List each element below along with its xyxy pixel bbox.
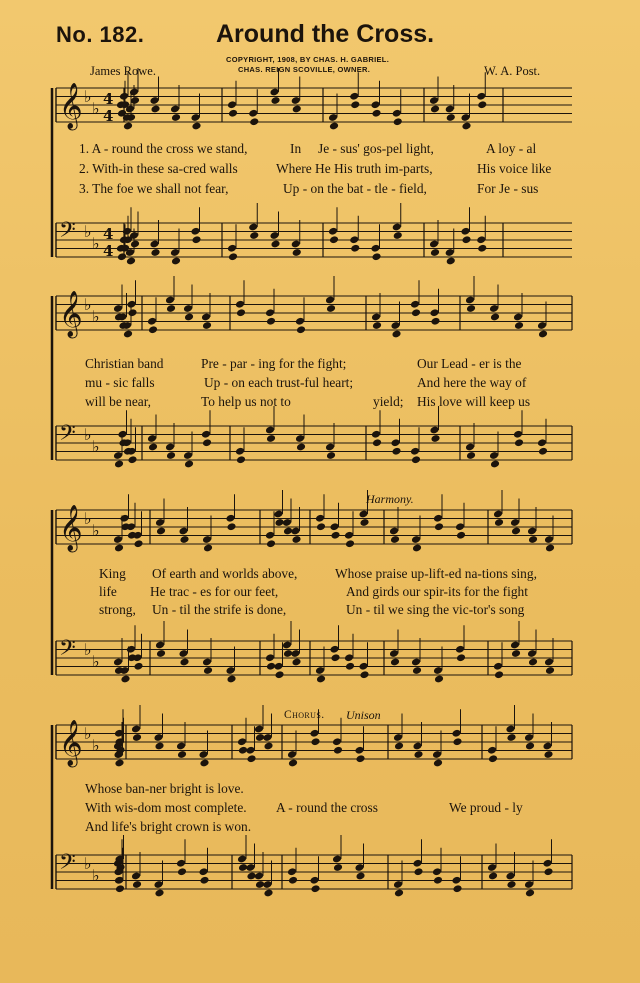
time-signature: 4 bbox=[103, 242, 114, 260]
s1-v3-a: 3. The foe we shall not fear, bbox=[79, 181, 229, 196]
note-head bbox=[506, 733, 516, 742]
note-head bbox=[412, 666, 422, 675]
treble-clef-icon: 𝄞 bbox=[59, 83, 83, 129]
note-head bbox=[391, 447, 401, 456]
note-head bbox=[184, 313, 194, 322]
note-head bbox=[236, 455, 246, 464]
note-head bbox=[236, 308, 246, 317]
note-head bbox=[330, 531, 340, 540]
flat-icon: ♭ bbox=[84, 87, 92, 106]
note-head bbox=[490, 313, 500, 322]
harmony-marking: Harmony. bbox=[366, 492, 414, 506]
note-head bbox=[538, 447, 548, 456]
flat-icon: ♭ bbox=[92, 736, 100, 755]
note-head bbox=[166, 304, 176, 313]
bass-clef-icon: 𝄢 bbox=[59, 421, 76, 451]
note-head bbox=[133, 539, 143, 548]
flat-icon: ♭ bbox=[84, 509, 92, 528]
copyright-line-2: CHAS. REIGN SCOVILLE, OWNER. bbox=[238, 65, 371, 74]
note-head bbox=[291, 535, 301, 544]
note-head bbox=[528, 658, 538, 667]
note-head bbox=[228, 109, 238, 118]
s2-v1-a: Christian band bbox=[85, 356, 164, 371]
note-head bbox=[350, 244, 360, 253]
note-head bbox=[292, 105, 302, 114]
flat-icon: ♭ bbox=[84, 640, 92, 659]
flat-icon: ♭ bbox=[92, 234, 100, 253]
note-head bbox=[525, 889, 535, 898]
note-head bbox=[391, 330, 401, 339]
note-head bbox=[452, 884, 462, 893]
note-head bbox=[132, 733, 142, 742]
s3-v3-b: Un - til the strife is done, bbox=[152, 602, 287, 617]
note-head bbox=[179, 658, 189, 667]
note-head bbox=[171, 257, 181, 266]
note-head bbox=[477, 244, 487, 253]
bass-clef-icon: 𝄢 bbox=[59, 636, 76, 666]
note-head bbox=[430, 248, 440, 257]
note-head bbox=[177, 750, 187, 759]
unison-marking: Unison bbox=[346, 708, 381, 722]
flat-icon: ♭ bbox=[92, 866, 100, 885]
note-head bbox=[545, 544, 555, 553]
note-head bbox=[228, 252, 238, 261]
note-head bbox=[202, 321, 212, 330]
s4-v1-a: Whose ban-ner bright is love. bbox=[85, 781, 244, 796]
note-head bbox=[350, 100, 360, 109]
note-head bbox=[246, 754, 256, 763]
treble-clef-icon: 𝄞 bbox=[59, 291, 83, 337]
copyright-line-1: COPYRIGHT, 1908, BY CHAS. H. GABRIEL. bbox=[226, 55, 390, 64]
note-head bbox=[345, 662, 355, 671]
note-head bbox=[123, 330, 133, 339]
note-head bbox=[456, 531, 466, 540]
flat-icon: ♭ bbox=[92, 652, 100, 671]
note-head bbox=[394, 889, 404, 898]
s2-v3-a: will be near, bbox=[85, 394, 152, 409]
note-head bbox=[514, 321, 524, 330]
time-signature: 4 bbox=[103, 107, 114, 125]
note-head bbox=[249, 117, 259, 126]
s3-v1-a: King bbox=[99, 566, 126, 581]
s3-v1-c: Whose praise up-lift-ed na-tions sing, bbox=[335, 566, 537, 581]
note-head bbox=[191, 122, 201, 131]
note-head bbox=[270, 240, 280, 249]
note-head bbox=[177, 867, 187, 876]
flat-icon: ♭ bbox=[84, 295, 92, 314]
note-head bbox=[191, 235, 201, 244]
note-head bbox=[154, 889, 164, 898]
note-head bbox=[488, 872, 498, 881]
note-head bbox=[371, 109, 381, 118]
note-head bbox=[150, 248, 160, 257]
s1-v1-d: A loy - al bbox=[486, 141, 537, 156]
note-head bbox=[296, 325, 306, 334]
note-head bbox=[117, 252, 127, 261]
note-head bbox=[132, 880, 142, 889]
note-head bbox=[543, 867, 553, 876]
note-head bbox=[184, 460, 194, 469]
note-head bbox=[506, 880, 516, 889]
note-head bbox=[393, 117, 403, 126]
note-head bbox=[355, 754, 365, 763]
note-head bbox=[316, 675, 326, 684]
note-head bbox=[461, 122, 471, 131]
s2-v2-b: Up - on each trust-ful heart; bbox=[204, 375, 354, 390]
note-head bbox=[326, 304, 336, 313]
note-head bbox=[150, 105, 160, 114]
note-head bbox=[133, 662, 143, 671]
note-head bbox=[456, 653, 466, 662]
note-head bbox=[266, 317, 276, 326]
bass-clef-icon: 𝄢 bbox=[59, 850, 76, 880]
time-signature: 4 bbox=[103, 90, 114, 108]
note-head bbox=[154, 742, 164, 751]
note-head bbox=[372, 321, 382, 330]
flat-icon: ♭ bbox=[92, 521, 100, 540]
note-head bbox=[226, 522, 236, 531]
note-head bbox=[430, 105, 440, 114]
note-head bbox=[123, 122, 133, 131]
flat-icon: ♭ bbox=[92, 307, 100, 326]
treble-clef-icon: 𝄞 bbox=[59, 720, 83, 766]
note-head bbox=[291, 658, 301, 667]
note-head bbox=[199, 876, 209, 885]
note-head bbox=[226, 675, 236, 684]
note-head bbox=[411, 455, 421, 464]
note-head bbox=[477, 100, 487, 109]
s1-v1-a: 1. A - round the cross we stand, bbox=[79, 141, 248, 156]
note-head bbox=[433, 876, 443, 885]
s3-v2-a: life bbox=[99, 584, 117, 599]
lyricist-credit: James Rowe. bbox=[90, 64, 156, 78]
note-head bbox=[148, 325, 158, 334]
note-head bbox=[412, 544, 422, 553]
note-head bbox=[371, 252, 381, 261]
hymn-title: Around the Cross. bbox=[216, 20, 435, 48]
note-head bbox=[114, 460, 124, 469]
note-head bbox=[434, 675, 444, 684]
time-signature: 4 bbox=[103, 225, 114, 243]
note-head bbox=[430, 317, 440, 326]
s4-v2-c: We proud - ly bbox=[449, 800, 523, 815]
note-head bbox=[511, 649, 521, 658]
note-head bbox=[326, 451, 336, 460]
note-head bbox=[115, 884, 125, 893]
note-head bbox=[274, 670, 284, 679]
note-head bbox=[329, 235, 339, 244]
note-head bbox=[488, 754, 498, 763]
note-head bbox=[310, 884, 320, 893]
flat-icon: ♭ bbox=[92, 99, 100, 118]
note-head bbox=[199, 759, 209, 768]
bass-clef-icon: 𝄢 bbox=[59, 218, 76, 248]
s2-v3-c: yield; bbox=[373, 394, 404, 409]
note-head bbox=[156, 649, 166, 658]
note-head bbox=[393, 231, 403, 240]
treble-clef-icon: 𝄞 bbox=[59, 505, 83, 551]
note-head bbox=[433, 759, 443, 768]
note-head bbox=[390, 535, 400, 544]
note-head bbox=[179, 535, 189, 544]
note-head bbox=[430, 434, 440, 443]
note-head bbox=[202, 438, 212, 447]
note-head bbox=[127, 308, 137, 317]
note-head bbox=[288, 876, 298, 885]
s3-v2-b: He trac - es for our feet, bbox=[150, 584, 279, 599]
note-head bbox=[203, 666, 213, 675]
note-head bbox=[514, 438, 524, 447]
composer-credit: W. A. Post. bbox=[484, 64, 541, 78]
note-head bbox=[120, 675, 130, 684]
note-head bbox=[446, 257, 456, 266]
flat-icon: ♭ bbox=[84, 854, 92, 873]
note-head bbox=[461, 235, 471, 244]
note-head bbox=[466, 304, 476, 313]
note-head bbox=[525, 742, 535, 751]
note-head bbox=[466, 451, 476, 460]
note-head bbox=[390, 658, 400, 667]
s2-v1-c: Our Lead - er is the bbox=[417, 356, 522, 371]
note-head bbox=[292, 248, 302, 257]
s1-v3-c: For Je - sus bbox=[477, 181, 539, 196]
hymn-number: No. 182. bbox=[56, 22, 145, 47]
note-head bbox=[333, 746, 343, 755]
s1-v1-b: In bbox=[290, 141, 302, 156]
note-head bbox=[345, 539, 355, 548]
s4-v3-a: And life's bright crown is won. bbox=[85, 819, 252, 834]
note-head bbox=[263, 889, 273, 898]
s3-v3-a: strong, bbox=[99, 602, 136, 617]
s1-v2-c: His voice like bbox=[477, 161, 552, 176]
note-head bbox=[494, 518, 504, 527]
note-head bbox=[333, 863, 343, 872]
note-head bbox=[490, 460, 500, 469]
note-head bbox=[203, 544, 213, 553]
note-head bbox=[316, 522, 326, 531]
note-head bbox=[329, 122, 339, 131]
note-head bbox=[166, 451, 176, 460]
s1-v1-c: Je - sus' gos-pel light, bbox=[318, 141, 434, 156]
s2-v3-b: To help us not to bbox=[201, 394, 291, 409]
note-head bbox=[127, 455, 137, 464]
note-head bbox=[171, 113, 181, 122]
s3-v2-c: And girds our spir-its for the fight bbox=[346, 584, 528, 599]
s2-v1-b: Pre - par - ing for the fight; bbox=[201, 356, 347, 371]
note-head bbox=[148, 443, 158, 452]
s3-v1-b: Of earth and worlds above, bbox=[152, 566, 298, 581]
note-head bbox=[452, 737, 462, 746]
note-head bbox=[114, 759, 124, 768]
note-head bbox=[372, 438, 382, 447]
note-head bbox=[355, 872, 365, 881]
s1-v2-a: 2. With-in these sa-cred walls bbox=[79, 161, 238, 176]
note-head bbox=[288, 759, 298, 768]
note-head bbox=[394, 742, 404, 751]
note-head bbox=[249, 231, 259, 240]
s2-v2-c: And here the way of bbox=[417, 375, 527, 390]
note-head bbox=[359, 670, 369, 679]
note-head bbox=[126, 257, 136, 266]
s2-v2-a: mu - sic falls bbox=[85, 375, 155, 390]
note-head bbox=[411, 308, 421, 317]
flat-icon: ♭ bbox=[84, 222, 92, 241]
flat-icon: ♭ bbox=[92, 437, 100, 456]
note-head bbox=[330, 653, 340, 662]
note-head bbox=[511, 527, 521, 536]
s3-v3-c: Un - til we sing the vic-tor's song bbox=[346, 602, 525, 617]
note-head bbox=[263, 742, 273, 751]
note-head bbox=[296, 443, 306, 452]
s4-v2-a: With wis-dom most complete. bbox=[85, 800, 247, 815]
note-head bbox=[413, 750, 423, 759]
note-head bbox=[528, 535, 538, 544]
note-head bbox=[543, 750, 553, 759]
note-head bbox=[538, 330, 548, 339]
note-head bbox=[266, 539, 276, 548]
flat-icon: ♭ bbox=[84, 724, 92, 743]
note-head bbox=[413, 867, 423, 876]
s2-v3-d: His love will keep us bbox=[417, 394, 531, 409]
chorus-label: Chorus. bbox=[284, 709, 325, 721]
s1-v3-b: Up - on the bat - tle - field, bbox=[283, 181, 427, 196]
note-head bbox=[266, 434, 276, 443]
note-head bbox=[359, 518, 369, 527]
note-head bbox=[156, 527, 166, 536]
note-head bbox=[434, 522, 444, 531]
note-head bbox=[494, 670, 504, 679]
note-head bbox=[114, 544, 124, 553]
s4-v2-b: A - round the cross bbox=[276, 800, 378, 815]
note-head bbox=[545, 666, 555, 675]
flat-icon: ♭ bbox=[84, 425, 92, 444]
note-head bbox=[446, 113, 456, 122]
s1-v2-b: Where He His truth im-parts, bbox=[276, 161, 433, 176]
note-head bbox=[270, 96, 280, 105]
note-head bbox=[310, 737, 320, 746]
